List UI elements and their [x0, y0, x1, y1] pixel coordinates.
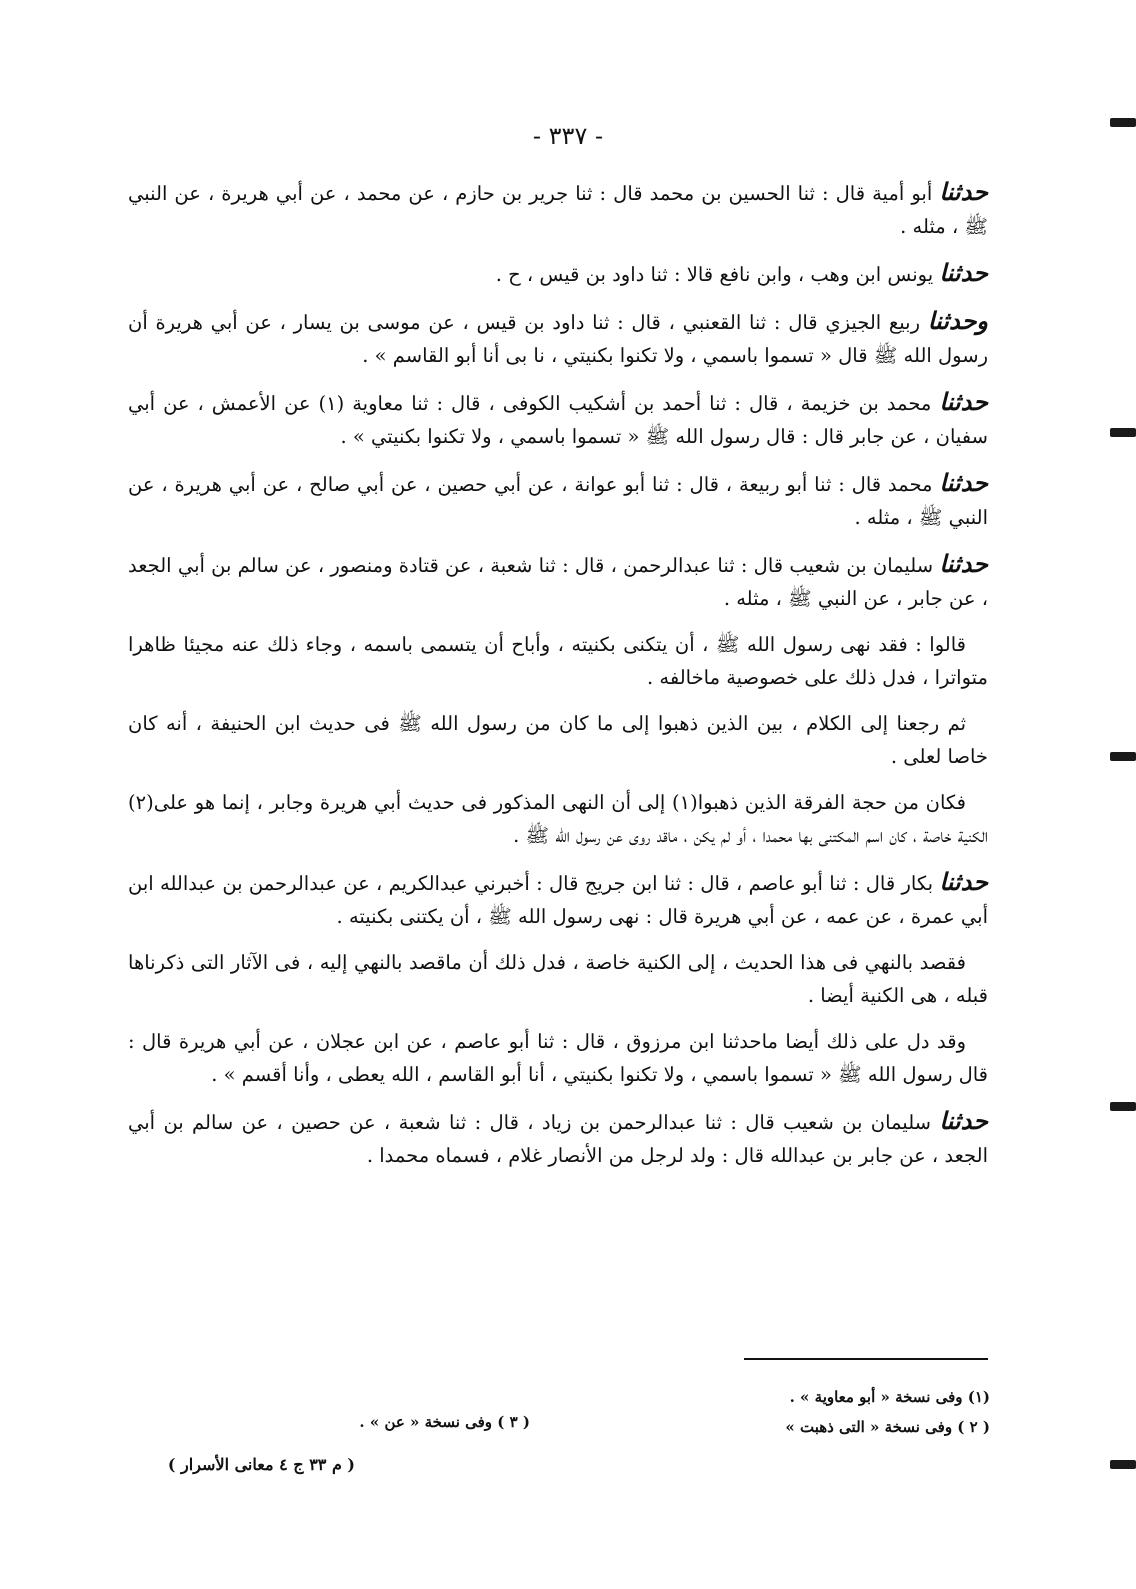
hadith-paragraph-8 — [128, 1104, 988, 1172]
hadith-paragraph-3 — [128, 304, 988, 372]
footnote-2: ( ٢ ) وفى نسخة « التى ذهبت » — [785, 1418, 990, 1436]
paragraph-text: سليمان بن شعيب قال : ثنا عبدالرحمن بن زياد ، قال : ثنا شعبة ، عن حصين ، عن سالم بن أبي الجعد ، عن جابر بن عبدالله قال : ولد لرجل من الأنصار غلام ، فسماه محمدا . — [128, 1111, 988, 1167]
paragraph-lead: حدثنا — [939, 468, 988, 497]
paragraph-text: وقد دل على ذلك أيضا ماحدثنا ابن مرزوق ، قال : ثنا أبو عاصم ، عن ابن عجلان ، عن أبي هريرة قال : قال رسول الله ﷺ « تسموا باسمي ، ولا تكنوا بكنيتي ، أنا أبو القاسم ، الله يعطى ، وأنا أقسم » . — [128, 1030, 988, 1086]
commentary-paragraph-5 — [128, 1025, 988, 1091]
footnote-divider — [744, 1358, 988, 1360]
footnotes — [700, 1382, 990, 1442]
scan-edge-mark — [1110, 118, 1136, 127]
footnote-1: (١) وفى نسخة « أبو معاوية » . — [789, 1388, 990, 1406]
paragraph-text: قالوا : فقد نهى رسول الله ﷺ ، أن يتكنى بكنيته ، وأباح أن يتسمى باسمه ، وجاء ذلك عنه مجيئا ظاهرا متواترا ، فدل ذلك على خصوصية ماخالفه . — [128, 633, 988, 689]
hadith-paragraph-2 — [128, 256, 988, 291]
scan-edge-mark — [1110, 1102, 1136, 1111]
paragraph-text: فقصد بالنهي فى هذا الحديث ، إلى الكنية خاصة ، فدل ذلك أن ماقصد بالنهي إليه ، فى الآثار التى ذكرناها قبله ، هى الكنية أيضا . — [128, 951, 988, 1007]
paragraph-text: ربيع الجيزي قال : ثنا القعنبي ، قال : ثنا داود بن قيس ، عن موسى بن يسار ، عن أبي هريرة أن رسول الله ﷺ قال « تسموا باسمي ، ولا تكنوا بكنيتي ، نا بى أنا أبو القاسم » . — [128, 311, 988, 367]
commentary-paragraph-4 — [128, 946, 988, 1012]
hadith-paragraph-1 — [128, 175, 988, 243]
scan-edge-mark — [1110, 428, 1136, 437]
paragraph-lead: حدثنا — [939, 177, 988, 206]
commentary-paragraph-3 — [128, 786, 988, 852]
paragraph-text: سليمان بن شعيب قال : ثنا عبدالرحمن ، قال : ثنا شعبة ، عن قتادة ومنصور ، عن سالم بن أبي الجعد ، عن جابر ، عن النبي ﷺ ، مثله . — [128, 554, 988, 610]
body-text — [128, 175, 988, 1185]
paragraph-lead: حدثنا — [939, 258, 988, 287]
paragraph-text: ثم رجعنا إلى الكلام ، بين الذين ذهبوا إلى ما كان من رسول الله ﷺ فى حديث ابن الحنيفة ، أنه كان خاصا لعلى . — [128, 712, 988, 768]
hadith-paragraph-6 — [128, 547, 988, 615]
paragraph-lead: حدثنا — [939, 387, 988, 416]
page-number: - ٣٣٧ - — [532, 122, 604, 150]
printer-signature: ( م ٣٣ ج ٤ معانى الأسرار ) — [167, 1455, 355, 1474]
paragraph-lead: حدثنا — [939, 1106, 988, 1135]
footnote-3: ( ٣ ) وفى نسخة « عن » . — [359, 1413, 530, 1431]
hadith-paragraph-4 — [128, 385, 988, 453]
commentary-paragraph-1 — [128, 628, 988, 694]
paragraph-text: بكار قال : ثنا أبو عاصم ، قال : ثنا ابن جريج قال : أخبرني عبدالكريم ، عن عبدالرحمن بن عبدالله ابن أبي عمرة ، عن عمه ، عن أبي هريرة قال : نهى رسول الله ﷺ ، أن يكتنى بكنيته . — [128, 872, 988, 928]
hadith-paragraph-5 — [128, 466, 988, 534]
paragraph-text: يونس ابن وهب ، وابن نافع قالا : ثنا داود بن قيس ، ح . — [495, 263, 940, 286]
paragraph-text: محمد قال : ثنا أبو ربيعة ، قال : ثنا أبو عوانة ، عن أبي حصين ، عن أبي صالح ، عن أبي هريرة ، عن النبي ﷺ ، مثله . — [128, 473, 988, 529]
paragraph-text: فكان من حجة الفرقة الذين ذهبوا(١) إلى أن النهى المذكور فى حديث أبي هريرة وجابر ، إنما هو على(٢) الكنية خاصة ، كان اسم المكتنى بها محمدا ، أو لم يكن ، ماقد روى عن رسول الله ﷺ . — [128, 791, 988, 847]
scan-edge-mark — [1110, 1460, 1136, 1469]
paragraph-lead: حدثنا — [939, 549, 988, 578]
scan-edge-mark — [1110, 752, 1136, 761]
commentary-paragraph-2 — [128, 707, 988, 773]
paragraph-text: محمد بن خزيمة ، قال : ثنا أحمد بن أشكيب الكوفى ، قال : ثنا معاوية (١) عن الأعمش ، عن أبي سفيان ، عن جابر قال : قال رسول الله ﷺ « تسموا باسمي ، ولا تكنوا بكنيتي » . — [128, 392, 988, 448]
paragraph-lead: حدثنا — [939, 867, 988, 896]
hadith-paragraph-7 — [128, 865, 988, 933]
paragraph-text: أبو أمية قال : ثنا الحسين بن محمد قال : ثنا جرير بن حازم ، عن محمد ، عن أبي هريرة ، عن النبي ﷺ ، مثله . — [128, 182, 988, 238]
paragraph-lead: وحدثنا — [927, 306, 988, 335]
